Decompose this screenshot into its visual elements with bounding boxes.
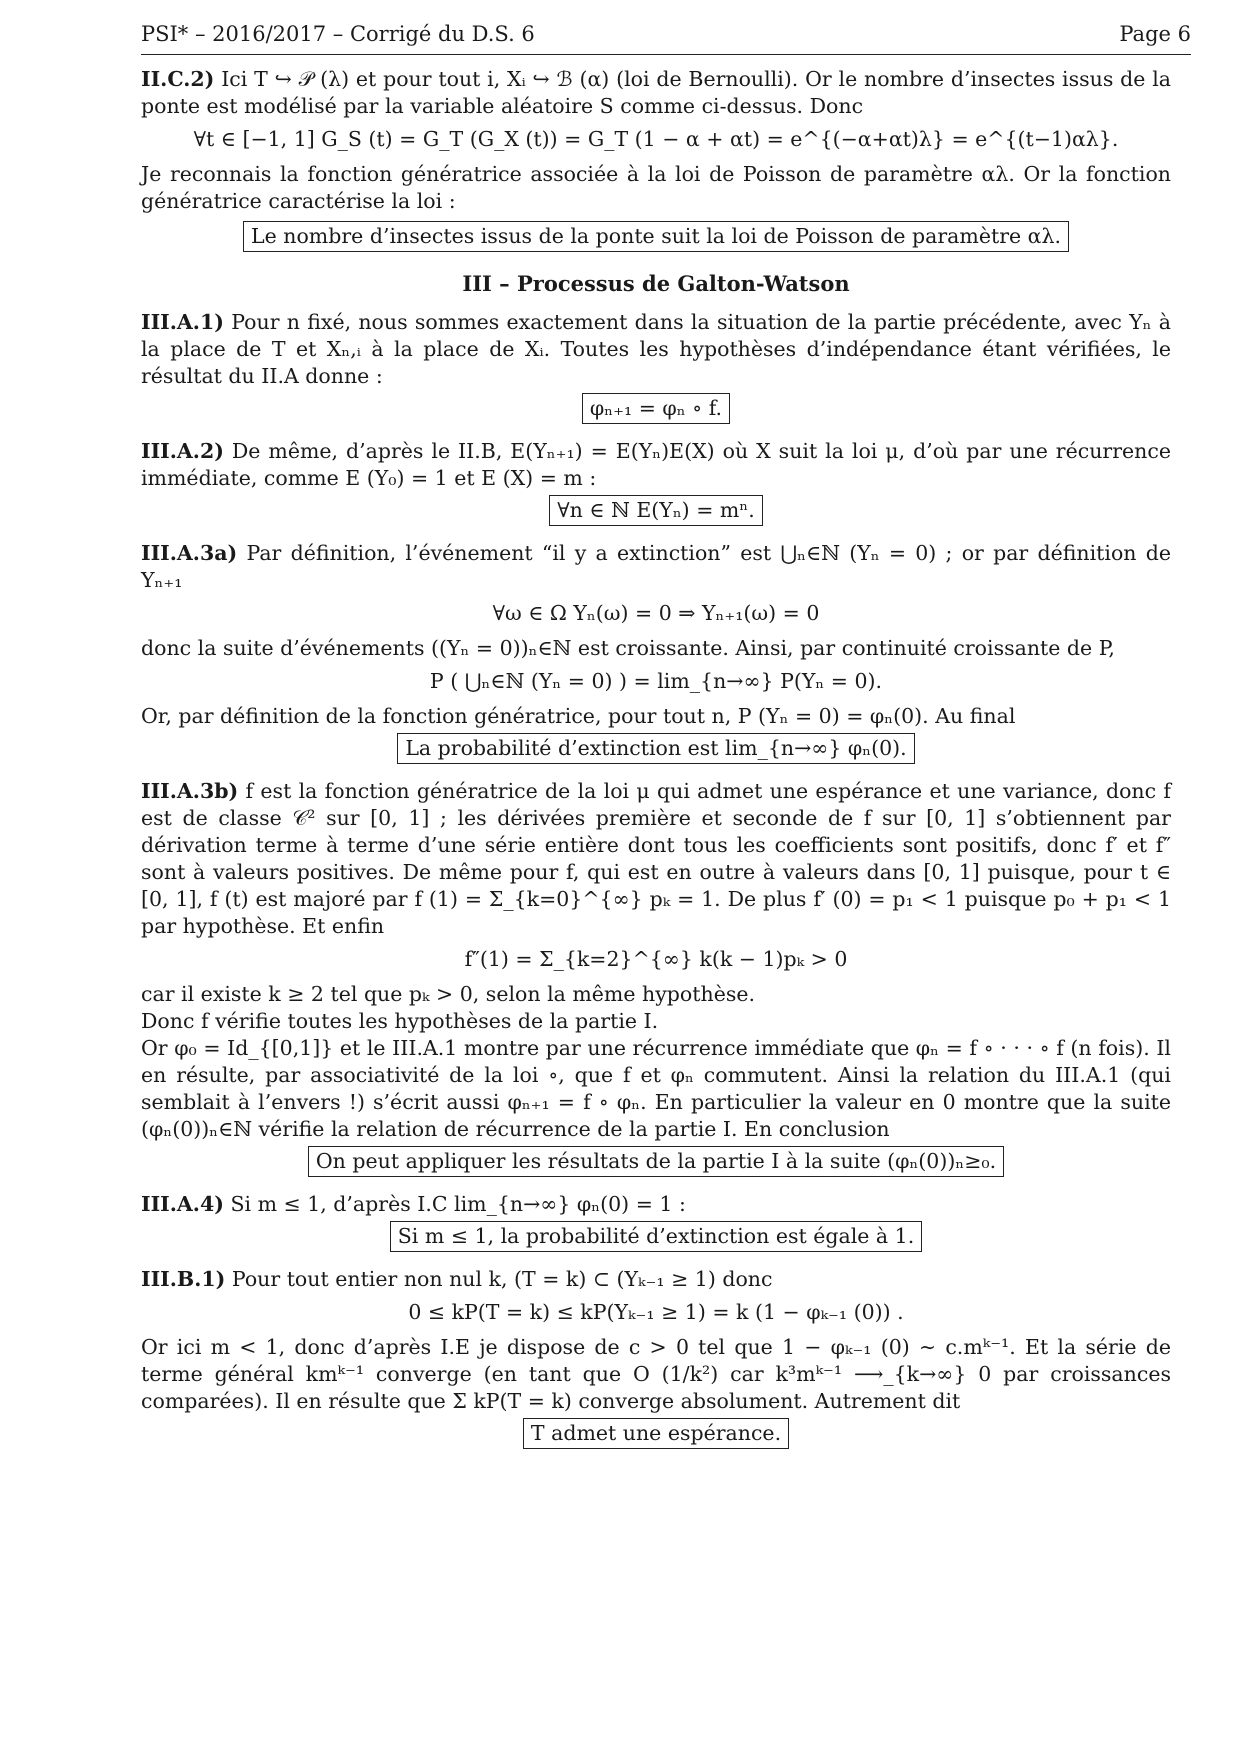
paragraph-iiib1 bbox=[141, 1266, 1171, 1293]
paragraph-text: Pour tout entier non nul k, (T = k) ⊂ (Yₖ₋₁ ≥ 1) donc bbox=[231, 1267, 773, 1291]
page-header bbox=[141, 20, 1191, 55]
paragraph-iiia4 bbox=[141, 1191, 1171, 1218]
result-box-wrap bbox=[141, 733, 1171, 764]
formula: P ( ⋃ₙ∈ℕ (Yₙ = 0) ) = lim_{n→∞} P(Yₙ = 0). bbox=[429, 669, 883, 693]
paragraph-iiia3a bbox=[141, 540, 1171, 594]
result-box: Le nombre d’insectes issus de la ponte suit la loi de Poisson de paramètre αλ. bbox=[243, 221, 1069, 252]
paragraph-text: Donc f vérifie toutes les hypothèses de la partie I. bbox=[141, 1009, 659, 1033]
section-title: III – Processus de Galton-Watson bbox=[462, 271, 850, 296]
paragraph-iiia2 bbox=[141, 438, 1171, 492]
paragraph-text: Or ici m < 1, donc d’après I.E je dispose de c > 0 tel que 1 − φₖ₋₁ (0) ∼ c.mᵏ⁻¹. Et la série de terme général kmᵏ⁻¹ converge (en tant que O (1/k²) car k³mᵏ⁻¹ ⟶_{k→∞} 0 par croissances comparées). Il en résulte que Σ kP(T = k) converge absolument. Autrement dit bbox=[141, 1335, 1171, 1413]
paragraph-text: Pour n fixé, nous sommes exactement dans la situation de la partie précédente, avec Yₙ à la place de T et Xₙ,ᵢ à la place de Xᵢ. Toutes les hypothèses d’indépendance étant vérifiées, le résultat du II.A donne : bbox=[141, 310, 1171, 388]
section-label: III.A.4) bbox=[141, 1192, 224, 1216]
result-box: ∀n ∈ ℕ E(Yₙ) = mⁿ. bbox=[549, 495, 762, 526]
header-title: PSI* – 2016/2017 – Corrigé du D.S. 6 bbox=[141, 22, 535, 46]
section-label: III.A.2) bbox=[141, 439, 224, 463]
paragraph-iic2 bbox=[141, 66, 1171, 120]
paragraph-text: donc la suite d’événements ((Yₙ = 0))ₙ∈ℕ est croissante. Ainsi, par continuité croissante de P, bbox=[141, 636, 1115, 660]
paragraph-text: Or φ₀ = Id_{[0,1]} et le III.A.1 montre par une récurrence immédiate que φₙ = f ∘ · · · ∘ f (n fois). Il en résulte, par associativité de la loi ∘, que f et φₙ commutent. Ainsi la relation du III.A.1 (qui semblait à l’envers !) s’écrit aussi φₙ₊₁ = f ∘ φₙ. En particulier la valeur en 0 montre que la suite (φₙ(0))ₙ∈ℕ vérifie la relation de récurrence de la partie I. En conclusion bbox=[141, 1036, 1171, 1141]
paragraph-text: Ici T ↪ 𝒫 (λ) et pour tout i, Xᵢ ↪ ℬ (α) (loi de Bernoulli). Or le nombre d’insectes issus de la ponte est modélisé par la variable aléatoire S comme ci-dessus. Donc bbox=[141, 67, 1171, 118]
paragraph-text: De même, d’après le II.B, E(Yₙ₊₁) = E(Yₙ)E(X) où X suit la loi μ, d’où par une récurrence immédiate, comme E (Y₀) = 1 et E (X) = m : bbox=[141, 439, 1171, 490]
paragraph-text: f est la fonction génératrice de la loi μ qui admet une espérance et une variance, donc f est de classe 𝒞² sur [0, 1] ; les dérivées première et seconde de f sur [0, 1] s’obtiennent par dérivation terme à terme d’une série entière dont tous les coefficients sont positifs, donc f′ et f″ sont à valeurs positives. De même pour f, qui est en outre à valeurs dans [0, 1] puisque, pour t ∈ [0, 1], f (t) est majoré par f (1) = Σ_{k=0}^{∞} pₖ = 1. De plus f′ (0) = p₁ < 1 puisque p₀ + p₁ < 1 par hypothèse. Et enfin bbox=[141, 779, 1171, 938]
paragraph-iiia3b bbox=[141, 778, 1171, 940]
formula-generating-function: ∀t ∈ [−1, 1] G_S (t) = G_T (G_X (t)) = G_T (1 − α + αt) = e^{(−α+αt)λ} = e^{(t−1)αλ}. bbox=[193, 127, 1119, 151]
paragraph-text: car il existe k ≥ 2 tel que pₖ > 0, selon la même hypothèse. bbox=[141, 982, 756, 1006]
page-number: Page 6 bbox=[1119, 22, 1191, 46]
paragraph-iiia1 bbox=[141, 309, 1171, 390]
result-box: Si m ≤ 1, la probabilité d’extinction est égale à 1. bbox=[390, 1221, 922, 1252]
section-label: III.B.1) bbox=[141, 1267, 226, 1291]
section-label: III.A.3a) bbox=[141, 541, 238, 565]
section-label: III.A.3b) bbox=[141, 779, 239, 803]
result-box-wrap bbox=[141, 393, 1171, 424]
result-box: La probabilité d’extinction est lim_{n→∞} φₙ(0). bbox=[397, 733, 914, 764]
formula: ∀ω ∈ Ω Yₙ(ω) = 0 ⇒ Yₙ₊₁(ω) = 0 bbox=[492, 601, 820, 625]
formula: 0 ≤ kP(T = k) ≤ kP(Yₖ₋₁ ≥ 1) = k (1 − φₖ₋₁ (0)) . bbox=[408, 1300, 904, 1324]
result-box: T admet une espérance. bbox=[523, 1418, 789, 1449]
result-box-wrap bbox=[141, 1221, 1171, 1252]
formula: f″(1) = Σ_{k=2}^{∞} k(k − 1)pₖ > 0 bbox=[464, 947, 848, 971]
result-box-wrap bbox=[141, 495, 1171, 526]
result-box: On peut appliquer les résultats de la partie I à la suite (φₙ(0))ₙ≥₀. bbox=[308, 1146, 1004, 1177]
paragraph-text: Si m ≤ 1, d’après I.C lim_{n→∞} φₙ(0) = 1 : bbox=[230, 1192, 686, 1216]
document-body bbox=[141, 66, 1171, 1455]
result-box-wrap bbox=[141, 1418, 1171, 1449]
section-label: III.A.1) bbox=[141, 310, 224, 334]
section-label: II.C.2) bbox=[141, 67, 215, 91]
paragraph-text: Je reconnais la fonction génératrice associée à la loi de Poisson de paramètre αλ. Or la fonction génératrice caractérise la loi : bbox=[141, 162, 1171, 213]
paragraph-text: Or, par définition de la fonction génératrice, pour tout n, P (Yₙ = 0) = φₙ(0). Au final bbox=[141, 704, 1016, 728]
result-box-wrap bbox=[141, 221, 1171, 252]
paragraph-text: Par définition, l’événement “il y a extinction” est ⋃ₙ∈ℕ (Yₙ = 0) ; or par définition de Yₙ₊₁ bbox=[141, 541, 1171, 592]
result-box: φₙ₊₁ = φₙ ∘ f. bbox=[582, 393, 730, 424]
result-box-wrap bbox=[141, 1146, 1171, 1177]
